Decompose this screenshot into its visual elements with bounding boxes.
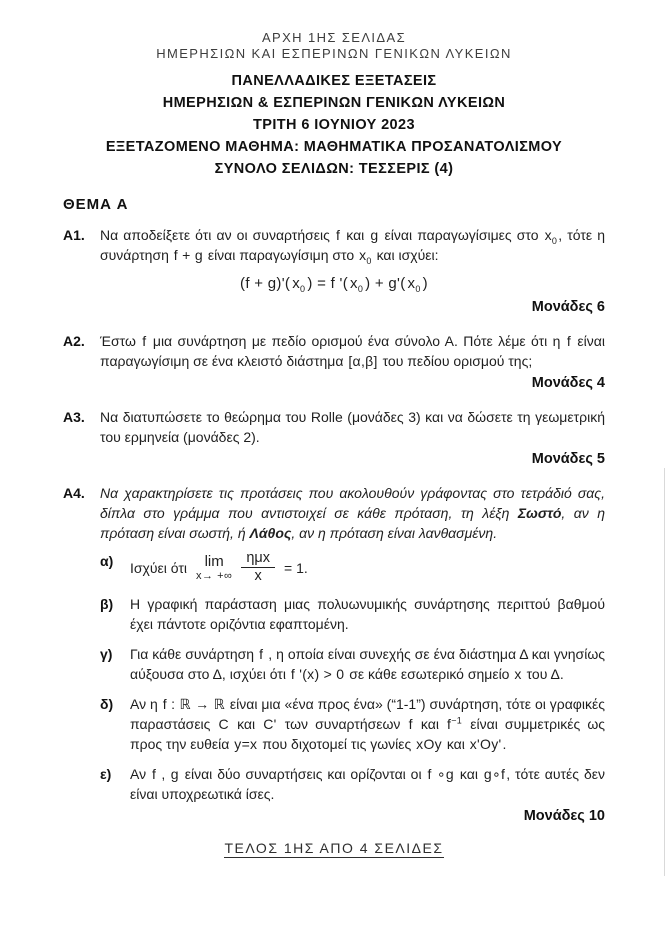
scan-artifact-line — [664, 468, 665, 876]
question-A4-label: Α4. — [63, 485, 85, 501]
header-page-start-line: ΑΡΧΗ 1ΗΣ ΣΕΛΙΔΑΣ — [261, 30, 407, 45]
page-header — [63, 30, 605, 180]
fraction-denominator: x — [254, 568, 262, 584]
question-A4-item-e — [63, 764, 605, 804]
page-footer — [63, 840, 605, 858]
math-expression: x — [514, 666, 522, 682]
question-A4-points: Μονάδες 10 — [523, 808, 605, 824]
limit-operator — [196, 554, 232, 582]
text-run: Να αποδείξετε ότι αν οι συναρτήσεις — [100, 227, 335, 243]
math-expression: g — [370, 227, 379, 243]
question-A2-label: Α2. — [63, 333, 85, 349]
math-expression: ) — [422, 275, 428, 292]
math-expression: $x_0$ — [407, 275, 421, 294]
question-A3-points: Μονάδες 5 — [531, 451, 605, 467]
text-run: Για κάθε συνάρτηση — [130, 646, 259, 662]
math-expression: f — [142, 333, 147, 349]
question-A4-item-a — [63, 551, 605, 584]
text-run: Να χαρακτηρίσετε τις προτάσεις που ακολουθούν γράφοντας στο τετράδιό σας, δίπλα στο γράμμα που αντιστοιχεί σε κάθε πρόταση, τη λέξη — [100, 485, 605, 521]
text-run: και — [442, 736, 469, 752]
question-A3-label: Α3. — [63, 409, 85, 425]
question-A4-intro — [100, 483, 605, 543]
question-A1 — [63, 225, 605, 317]
header-date-line: ΤΡΙΤΗ 6 ΙΟΥΝΙΟΥ 2023 — [253, 117, 415, 133]
limit-word: lim — [204, 552, 224, 570]
math-expression: f — [408, 716, 413, 732]
text-run: Αν η — [130, 696, 162, 712]
header-title-block — [63, 70, 605, 180]
math-expression: xOy — [416, 736, 442, 752]
question-A2 — [63, 331, 605, 393]
item-e-label: ε) — [100, 766, 112, 782]
text-run: και — [455, 766, 483, 782]
text-run: , αν η πρόταση είναι σωστή, ή — [100, 505, 605, 541]
math-expression: f : ℝ → ℝ — [162, 696, 225, 712]
header-pages-total-line: ΣΥΝΟΛΟ ΣΕΛΙΔΩΝ: ΤΕΣΣΕΡΙΣ (4) — [214, 161, 454, 177]
item-a-statement — [130, 551, 605, 584]
text-run: είναι συμμετρικές ως προς την ευθεία — [130, 716, 605, 752]
header-subject-line: ΕΞΕΤΑΖΟΜΕΝΟ ΜΑΘΗΜΑ: ΜΑΘΗΜΑΤΙΚΑ ΠΡΟΣΑΝΑΤΟΛΙΣΜΟΥ — [105, 139, 563, 155]
text-run: και — [229, 716, 263, 732]
text-run: είναι παραγωγίσιμη στο — [203, 247, 359, 263]
math-expression: $f^{-1}$ — [447, 715, 463, 732]
math-expression: C — [218, 716, 229, 732]
question-A1-points: Μονάδες 6 — [531, 299, 605, 315]
header-school-type-line: ΗΜΕΡΗΣΙΩΝ ΚΑΙ ΕΣΠΕΡΙΝΩΝ ΓΕΝΙΚΩΝ ΛΥΚΕΙΩΝ — [156, 46, 512, 61]
question-A2-points: Μονάδες 4 — [531, 375, 605, 391]
math-expression: x'Oy' — [469, 736, 502, 752]
item-c-statement — [130, 644, 605, 684]
text-run: Η γραφική παράσταση μιας πολυωνυμικής συνάρτησης περιττού βαθμού έχει πάντοτε οριζόντια εφαπτομένη. — [130, 596, 605, 632]
text-run: και — [341, 227, 370, 243]
math-expression: $x_0$ — [292, 275, 306, 294]
fraction — [241, 551, 275, 584]
question-A2-text — [100, 331, 605, 371]
item-c-label: γ) — [100, 646, 113, 662]
emphasized-word: Σωστό — [517, 505, 562, 521]
text-run: είναι δύο συναρτήσεις και ορίζονται οι — [179, 766, 427, 782]
text-run: , η οποία είναι συνεχής σε ένα διάστημα Δ και γνησίως αύξουσα στο Δ, ισχύει ότι — [130, 646, 605, 682]
math-expression: f '(x) > 0 — [290, 666, 345, 682]
question-A4 — [63, 483, 605, 826]
text-run: Έστω — [100, 333, 142, 349]
math-expression: y=x — [234, 736, 258, 752]
question-A3-text — [100, 407, 605, 447]
text-run: σε κάθε εσωτερικό σημείο — [345, 666, 514, 682]
text-run: είναι παραγωγίσιμες στο — [379, 227, 544, 243]
math-expression: C' — [263, 716, 277, 732]
text-run: του Δ. — [522, 666, 564, 682]
math-expression: [α,β] — [348, 353, 378, 369]
question-A1-label: Α1. — [63, 227, 85, 243]
text-run: , τότε αυτές δεν είναι υποχρεωτικά ίσες. — [130, 766, 605, 802]
question-A1-formula — [63, 273, 605, 295]
text-run: και ισχύει: — [372, 247, 439, 263]
text-run: είναι παραγωγίσιμη σε ένα κλειστό διάστημα — [100, 333, 605, 369]
text-run: , αν η πρόταση είναι λανθασμένη. — [291, 525, 498, 541]
question-A3 — [63, 407, 605, 469]
item-a-label: α) — [100, 553, 114, 569]
question-A1-text — [100, 225, 605, 265]
question-A4-item-d — [63, 694, 605, 754]
text-run: που διχοτομεί τις γωνίες — [258, 736, 416, 752]
item-a-equals-text: = 1. — [284, 559, 308, 576]
header-lyceum-line: ΗΜΕΡΗΣΙΩΝ & ΕΣΠΕΡΙΝΩΝ ΓΕΝΙΚΩΝ ΛΥΚΕΙΩΝ — [162, 95, 506, 111]
math-expression: f + g — [173, 247, 203, 263]
item-e-statement — [130, 764, 605, 804]
math-expression: ) = f '( — [307, 275, 348, 292]
emphasized-word: Λάθος — [249, 525, 292, 541]
item-d-label: δ) — [100, 696, 114, 712]
math-expression: $x_0$ — [544, 227, 558, 246]
question-A4-item-c — [63, 644, 605, 684]
text-run: των συναρτήσεων — [277, 716, 408, 732]
end-of-page-label: ΤΕΛΟΣ 1ΗΣ ΑΠΟ 4 ΣΕΛΙΔΕΣ — [224, 840, 444, 856]
item-d-statement — [130, 694, 605, 754]
fraction-numerator: ημx — [241, 551, 275, 568]
text-run: , τότε η συνάρτηση — [100, 227, 605, 263]
text-run: του πεδίου ορισμού της; — [378, 353, 533, 369]
math-expression: f , g — [151, 766, 179, 782]
math-expression: f — [335, 227, 341, 243]
text-run: και — [413, 716, 447, 732]
math-expression: f ∘g — [427, 766, 455, 782]
header-exams-title: ΠΑΝΕΛΛΑΔΙΚΕΣ ΕΞΕΤΑΣΕΙΣ — [231, 73, 437, 89]
text-run: Αν — [130, 766, 151, 782]
math-expression: ) + g'( — [365, 275, 406, 292]
text-run: Να διατυπώσετε το θεώρημα του Rolle (μονάδες 3) και να δώσετε τη γεωμετρική του ερμηνεία (μονάδες 2). — [100, 409, 605, 445]
theme-title: ΘΕΜΑ Α — [63, 196, 129, 213]
math-expression: g∘f — [483, 766, 506, 782]
text-run: . — [502, 736, 507, 752]
question-A4-item-b — [63, 594, 605, 634]
math-expression: (f + g)'( — [240, 275, 291, 292]
item-b-statement — [130, 594, 605, 634]
text-run: μια συνάρτηση με πεδίο ορισμού ένα σύνολο Α. Πότε λέμε ότι η — [147, 333, 566, 349]
math-expression: $x_0$ — [350, 275, 364, 294]
item-b-label: β) — [100, 596, 114, 612]
math-expression: $x_0$ — [359, 247, 372, 266]
text-run: είναι μια «ένα προς ένα» (“1-1”) συνάρτηση, τότε οι γραφικές παραστάσεις — [130, 696, 605, 732]
limit-subscript: x→ +∞ — [196, 569, 233, 582]
math-expression: f — [259, 646, 264, 662]
item-a-pre-text: Ισχύει ότι — [130, 559, 188, 576]
math-expression: f — [566, 333, 572, 349]
